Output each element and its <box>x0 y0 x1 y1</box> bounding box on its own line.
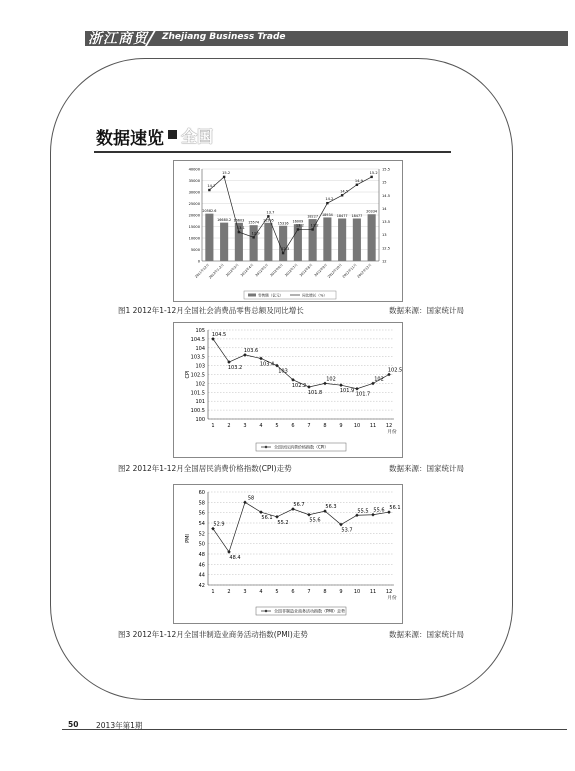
y-right-tick-label: 14 <box>382 206 387 211</box>
chart-cpi-caption: 图2 2012年1-12月全国居民消费价格指数(CPI)走势 <box>118 464 292 473</box>
chart-cpi-svg <box>174 323 402 457</box>
data-label: 103.4 <box>259 361 275 368</box>
y-left-tick-label: 10000 <box>188 236 200 241</box>
data-label: 55.6 <box>309 517 321 524</box>
x-axis-label: 月份 <box>387 596 397 601</box>
bar <box>353 219 361 261</box>
x-tick-label: 6 <box>291 423 295 429</box>
section-title: 数据速览 <box>96 129 164 149</box>
x-tick-label: 7 <box>307 423 311 429</box>
data-label: 56.3 <box>325 504 337 511</box>
legend-label: 全国居民消费价格指数（CPI） <box>274 444 329 450</box>
chart-pmi-source: 数据来源：国家统计局 <box>389 630 464 639</box>
y-left-tick-label: 40000 <box>188 167 200 172</box>
x-tick-label: 9 <box>339 589 343 595</box>
x-tick-label: 11 <box>369 589 377 595</box>
square-icon <box>168 130 177 139</box>
y-tick-label: 102 <box>195 381 205 388</box>
issue-label: 2013年第1期 <box>96 721 143 730</box>
chart-pmi-svg <box>174 485 402 623</box>
series-point <box>259 510 263 514</box>
y-right-tick-label: 13 <box>382 233 387 238</box>
series-point <box>355 387 359 391</box>
section-subtitle: 全国 <box>181 127 214 146</box>
y-tick-label: 60 <box>198 490 205 496</box>
x-tick-label: 2012年12月 <box>356 262 373 279</box>
y-axis-label: PMI <box>185 534 191 543</box>
line-value-label: 15.2 <box>222 170 231 175</box>
x-tick-label: 2012年3月 <box>225 262 240 278</box>
growth-point <box>370 176 372 178</box>
page-number: 50 <box>68 720 79 729</box>
bar-value-label: 16680.2 <box>217 218 232 223</box>
x-tick-label: 10 <box>353 589 361 595</box>
bar-value-label: 20582.6 <box>202 209 217 214</box>
x-tick-label: 7 <box>307 589 311 595</box>
bar <box>205 214 213 261</box>
growth-point <box>223 176 225 178</box>
y-tick-label: 54 <box>198 521 205 527</box>
chart-pmi-caption: 图3 2012年1-12月全国非制造业商务活动指数(PMI)走势 <box>118 630 308 639</box>
section-rule <box>94 151 451 153</box>
line-value-label: 12.3 <box>281 247 290 252</box>
line-value-label: 13.2 <box>295 223 304 228</box>
bar-value-label: 15316 <box>277 221 289 226</box>
x-tick-label: 2012年11月 <box>341 262 358 279</box>
x-tick-label: 9 <box>339 423 343 429</box>
y-left-tick-label: 25000 <box>188 202 200 206</box>
growth-point <box>238 231 240 233</box>
x-tick-label: 2 <box>227 423 231 429</box>
growth-point <box>311 228 313 230</box>
data-label: 102.5 <box>387 367 402 374</box>
x-tick-label: 6 <box>291 589 295 595</box>
line-value-label: 13.1 <box>236 226 245 231</box>
x-tick-label: 12 <box>385 589 393 595</box>
data-label: 56.7 <box>293 502 305 509</box>
growth-point <box>208 189 210 191</box>
chart-retail-svg <box>174 161 402 301</box>
x-tick-label: 2012年9月 <box>313 262 329 278</box>
y-right-tick-label: 12 <box>382 259 387 264</box>
data-label: 101.8 <box>307 389 323 396</box>
x-tick-label: 2012年7月 <box>284 262 299 278</box>
series-point <box>259 357 263 361</box>
bar-value-label: 18477 <box>336 214 348 219</box>
data-label: 103.2 <box>227 365 243 372</box>
data-label: 56.1 <box>389 505 401 512</box>
y-tick-label: 46 <box>198 562 205 569</box>
x-tick-label: 8 <box>323 589 327 595</box>
y-tick-label: 48 <box>198 552 205 558</box>
magazine-title-en: Zhejiang Business Trade <box>162 32 286 42</box>
bar <box>264 223 272 261</box>
x-tick-label: 5 <box>275 589 279 595</box>
y-right-tick-label: 15.5 <box>382 167 391 172</box>
bar <box>220 223 228 261</box>
y-tick-label: 103.5 <box>190 354 205 361</box>
x-tick-label: 12 <box>385 423 393 429</box>
data-label: 102 <box>374 376 384 383</box>
x-tick-label: 8 <box>323 423 327 429</box>
x-axis-label: 月份 <box>387 430 397 435</box>
data-label: 55.2 <box>277 519 289 526</box>
y-tick-label: 44 <box>198 572 205 579</box>
growth-point <box>341 194 343 196</box>
y-tick-label: 103 <box>195 363 205 370</box>
legend-bar-swatch <box>248 294 256 297</box>
bar-value-label: 16595 <box>262 218 274 223</box>
growth-point <box>252 236 254 238</box>
bar-value-label: 20334 <box>366 209 378 214</box>
series-point <box>275 515 279 519</box>
x-tick-label: 1 <box>211 423 215 429</box>
line-value-label: 14.9 <box>354 178 363 183</box>
bar-value-label: 18227 <box>307 214 319 219</box>
chart-retail-caption: 图1 2012年1-12月全国社会消费品零售总额及同比增长 <box>118 306 304 315</box>
y-tick-label: 100 <box>195 417 205 423</box>
x-tick-label: 2012年6月 <box>269 262 284 278</box>
line-value-label: 13.2 <box>310 223 319 228</box>
y-right-tick-label: 13.5 <box>382 220 391 225</box>
growth-point <box>326 202 328 204</box>
x-tick-label: 4 <box>259 423 263 429</box>
growth-point <box>267 215 269 217</box>
chart-cpi <box>173 322 403 458</box>
data-label: 102 <box>326 376 336 383</box>
line-value-label: 14.5 <box>340 189 349 194</box>
data-label: 53.7 <box>341 527 353 534</box>
y-tick-label: 56 <box>198 510 205 517</box>
growth-point <box>356 184 358 186</box>
series-point <box>339 383 343 387</box>
y-right-tick-label: 12.5 <box>382 246 391 251</box>
x-tick-label: 2011年12月 <box>194 262 211 279</box>
bar-value-label: 16009 <box>292 219 304 224</box>
y-axis-label: CPI <box>185 370 191 379</box>
data-label: 55.5 <box>357 508 369 515</box>
y-tick-label: 104 <box>195 345 205 352</box>
magazine-title: 浙江商贸 <box>88 31 148 47</box>
data-label: 52.9 <box>213 521 225 528</box>
y-tick-label: 102.5 <box>190 372 205 379</box>
data-label: 56.1 <box>261 515 273 522</box>
y-tick-label: 105 <box>195 328 205 334</box>
y-tick-label: 50 <box>198 541 205 548</box>
y-left-tick-label: 15000 <box>188 225 200 229</box>
chart-cpi-source: 数据来源：国家统计局 <box>389 464 464 473</box>
bar <box>323 217 331 261</box>
x-tick-label: 2012年8月 <box>298 262 314 278</box>
legend-line-label: 同比增长（%） <box>302 293 327 298</box>
x-tick-label: 5 <box>275 423 279 429</box>
series-line <box>213 339 389 389</box>
y-tick-label: 58 <box>198 500 205 507</box>
data-label: 101.7 <box>355 391 371 398</box>
growth-point <box>297 228 299 230</box>
x-tick-label: 4 <box>259 589 263 595</box>
line-value-label: 13.7 <box>266 210 275 215</box>
y-right-tick-label: 15 <box>382 180 387 185</box>
data-label: 48.4 <box>229 554 241 561</box>
bar-value-label: 16603 <box>233 218 245 223</box>
chart-retail-source: 数据来源：国家统计局 <box>389 306 464 315</box>
y-tick-label: 42 <box>198 583 205 589</box>
line-value-label: 12.9 <box>251 231 260 236</box>
bar-value-label: 18477 <box>351 214 363 219</box>
y-tick-label: 52 <box>198 531 205 538</box>
y-left-tick-label: 20000 <box>188 213 200 218</box>
bar-value-label: 15574 <box>248 220 260 225</box>
y-left-tick-label: 0 <box>197 259 200 264</box>
data-label: 101.9 <box>339 388 355 395</box>
x-tick-label: 3 <box>243 589 247 595</box>
x-tick-label: 3 <box>243 423 247 429</box>
series-point <box>243 501 247 505</box>
series-point <box>307 513 311 517</box>
growth-point <box>282 252 284 254</box>
x-tick-label: 1 <box>211 589 215 595</box>
x-tick-label: 10 <box>353 423 361 429</box>
x-tick-label: 2012年10月 <box>326 262 343 279</box>
data-label: 103 <box>278 368 288 375</box>
bar <box>338 219 346 261</box>
y-tick-label: 101 <box>195 399 205 406</box>
bar <box>368 214 376 261</box>
data-label: 102.2 <box>291 382 307 389</box>
line-value-label: 15.2 <box>369 170 378 175</box>
series-point <box>307 385 311 389</box>
x-tick-label: 2012年1-2月 <box>208 262 225 280</box>
x-tick-label: 2 <box>227 589 231 595</box>
line-value-label: 14.7 <box>207 184 216 189</box>
x-tick-label: 2012年4月 <box>239 262 255 278</box>
y-left-tick-label: 30000 <box>188 190 200 195</box>
data-label: 55.6 <box>373 507 385 514</box>
y-tick-label: 100.5 <box>190 408 205 415</box>
legend-bar-label: 零售额（亿元） <box>258 293 284 298</box>
data-label: 103.6 <box>243 347 259 354</box>
y-left-tick-label: 5000 <box>190 248 200 252</box>
bar <box>279 226 290 261</box>
data-label: 58 <box>247 495 255 502</box>
chart-pmi <box>173 484 403 624</box>
data-label: 104.5 <box>211 331 227 338</box>
legend-label: 全国非制造业商务活动指数（PMI）走势 <box>274 608 346 614</box>
x-tick-label: 2012年5月 <box>254 262 270 278</box>
y-right-tick-label: 14.5 <box>382 193 391 198</box>
line-value-label: 14.2 <box>325 197 334 202</box>
y-left-tick-label: 35000 <box>188 179 200 183</box>
chart-retail <box>173 160 403 302</box>
y-tick-label: 104.5 <box>190 336 205 343</box>
x-tick-label: 11 <box>369 423 377 429</box>
bar-value-label: 18934 <box>321 212 333 217</box>
y-tick-label: 101.5 <box>190 390 205 397</box>
